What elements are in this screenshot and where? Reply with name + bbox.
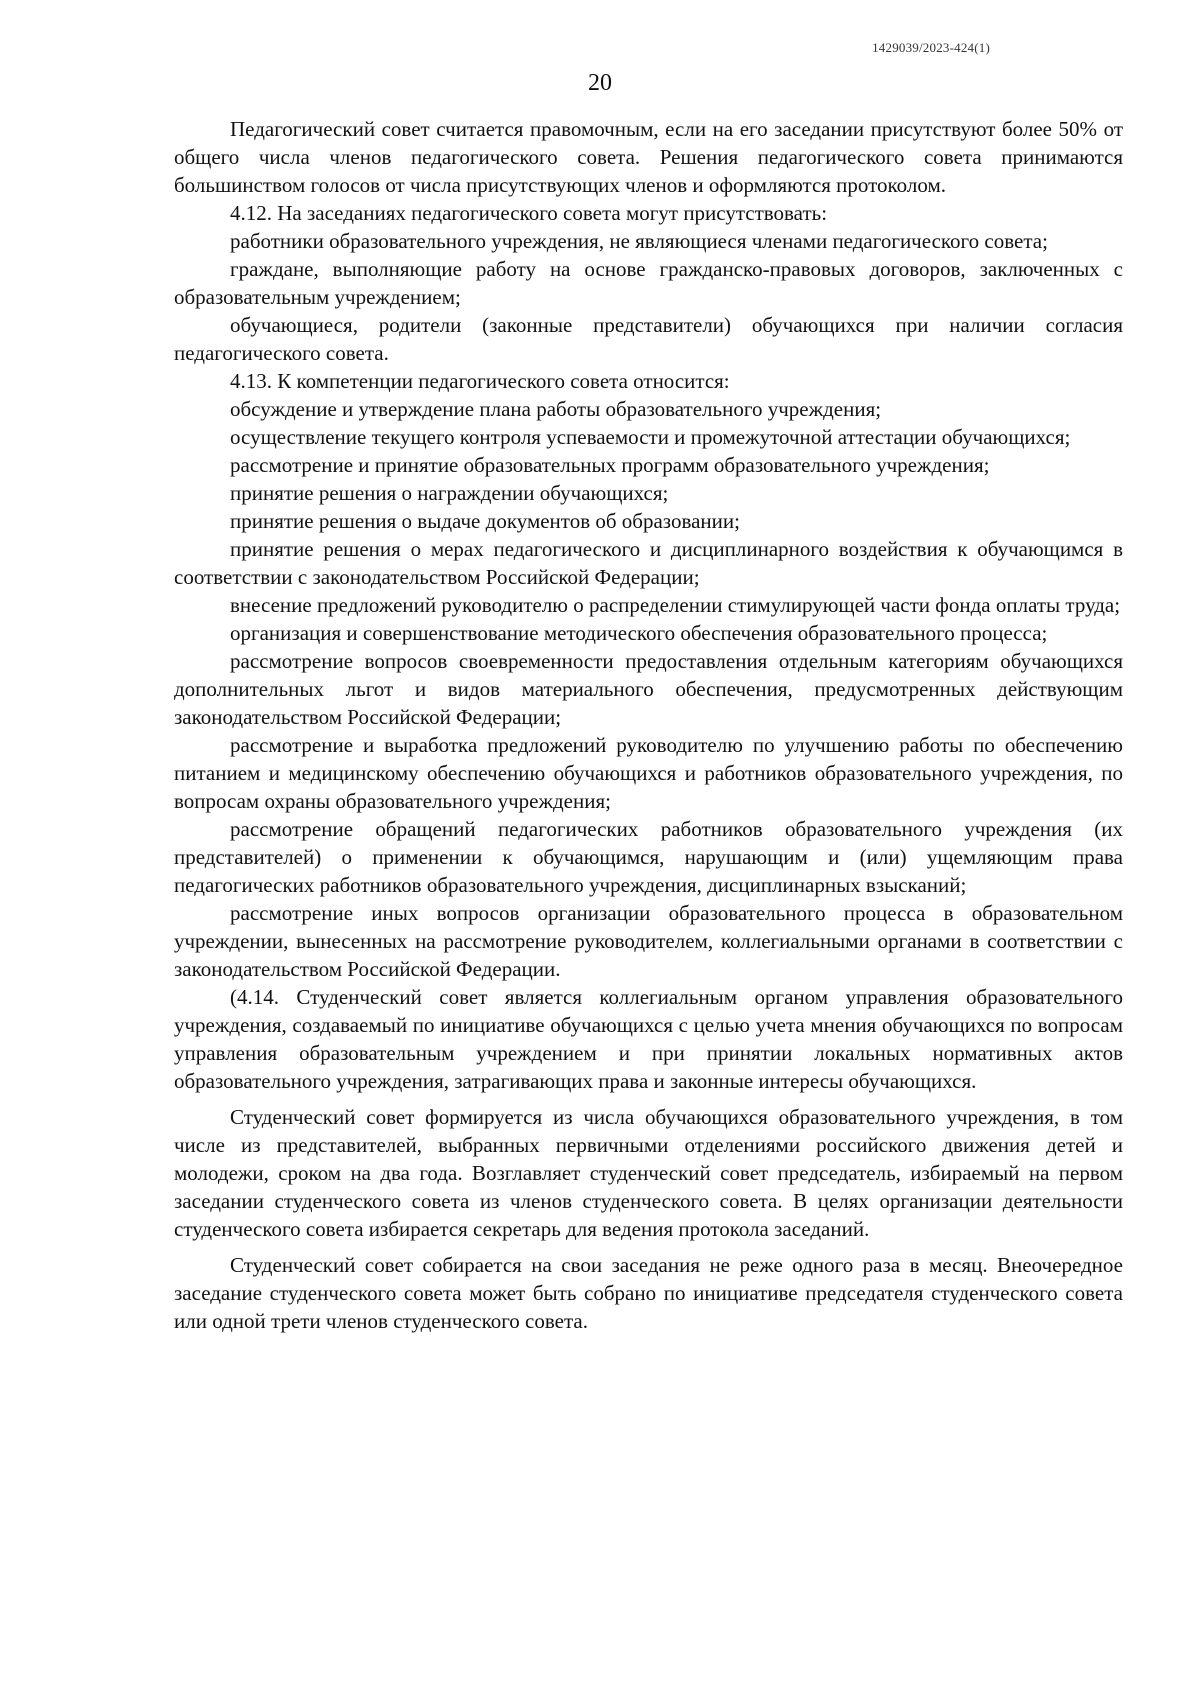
- document-body: [174, 115, 1123, 1335]
- list-item-nutrition-medical: рассмотрение и выработка предложений руководителю по улучшению работы по обеспечению питанием и медицинскому обеспечению обучающихся и работников образовательного учреждения, по вопросам охраны образовательного учреждения;: [174, 733, 1123, 813]
- list-item-methodical-support: организация и совершенствование методического обеспечения образовательного процесса;: [230, 621, 1048, 645]
- document-registration-number: 1429039/2023-424(1): [872, 40, 990, 55]
- list-item-progress-control: осуществление текущего контроля успеваемости и промежуточной аттестации обучающихся;: [230, 425, 1071, 449]
- paragraph-4-12: 4.12. На заседаниях педагогического совета могут присутствовать:: [230, 201, 828, 225]
- paragraph-student-council-formation: Студенческий совет формируется из числа обучающихся образовательного учреждения, в том числе из представителей, выбранных первичными отделениями российского движения детей и молодежи, сроком на два года. Возглавляет студенческий совет председатель, избираемый на первом заседании студенческого совета из членов студенческого совета. В целях организации деятельности студенческого совета избирается секретарь для ведения протокола заседаний.: [174, 1105, 1123, 1241]
- list-item-awards: принятие решения о награждении обучающихся;: [230, 481, 669, 505]
- paragraph-4-13: 4.13. К компетенции педагогического совета относится:: [230, 369, 730, 393]
- list-item-work-plan: обсуждение и утверждение плана работы образовательного учреждения;: [230, 397, 882, 421]
- paragraph-4-14: (4.14. Студенческий совет является коллегиальным органом управления образовательного учреждения, создаваемый по инициативе обучающихся с целью учета мнения обучающихся по вопросам управления образовательным учреждением и при принятии локальных нормативных актов образовательного учреждения, затрагивающих права и законные интересы обучающихся.: [174, 985, 1123, 1093]
- list-item-other-questions: рассмотрение иных вопросов организации образовательного процесса в образовательном учреждении, вынесенных на рассмотрение руководителем, коллегиальными органами в соответствии с законодательством Российской Федерации.: [174, 901, 1123, 981]
- list-item-students-parents: обучающиеся, родители (законные представители) обучающихся при наличии согласия педагогического совета.: [174, 313, 1123, 365]
- page-number: 20: [588, 70, 612, 96]
- list-item-disciplinary: принятие решения о мерах педагогического и дисциплинарного воздействия к обучающимся в соответствии с законодательством Российской Федерации;: [174, 537, 1123, 589]
- list-item-programs: рассмотрение и принятие образовательных программ образовательного учреждения;: [230, 453, 990, 477]
- paragraph-student-council-meetings: Студенческий совет собирается на свои заседания не реже одного раза в месяц. Внеочередное заседание студенческого совета может быть собрано по инициативе председателя студенческого совета или одной трети членов студенческого совета.: [174, 1253, 1123, 1333]
- list-item-contractors: граждане, выполняющие работу на основе гражданско-правовых договоров, заключенных с образовательным учреждением;: [174, 257, 1123, 309]
- list-item-incentive-fund: внесение предложений руководителю о распределении стимулирующей части фонда оплаты труда;: [230, 593, 1121, 617]
- list-item-teacher-appeals: рассмотрение обращений педагогических работников образовательного учреждения (их представителей) о применении к обучающимся, нарушающим и (или) ущемляющим права педагогических работников образовательного учреждения, дисциплинарных взысканий;: [174, 817, 1123, 897]
- list-item-benefits: рассмотрение вопросов своевременности предоставления отдельным категориям обучающихся дополнительных льгот и видов материального обеспечения, предусмотренных действующим законодательством Российской Федерации;: [174, 649, 1123, 729]
- list-item-documents: принятие решения о выдаче документов об образовании;: [230, 509, 740, 533]
- paragraph-quorum: Педагогический совет считается правомочным, если на его заседании присутствуют более 50% от общего числа членов педагогического совета. Решения педагогического совета принимаются большинством голосов от числа присутствующих членов и оформляются протоколом.: [174, 117, 1123, 197]
- list-item-employees: работники образовательного учреждения, не являющиеся членами педагогического совета;: [230, 229, 1048, 253]
